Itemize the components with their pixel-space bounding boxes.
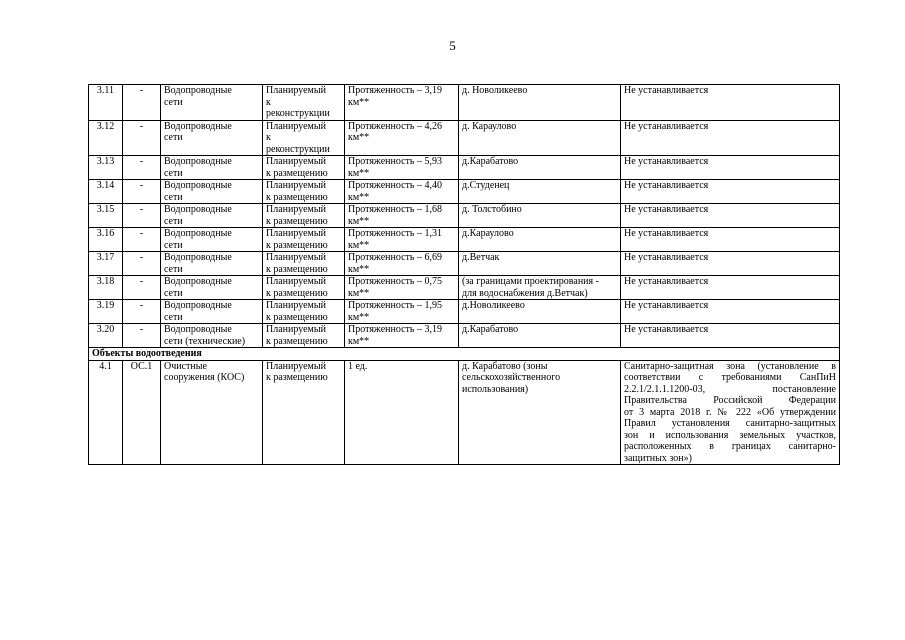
- cell-line: Водопроводные: [164, 120, 232, 132]
- section-title: Объекты водоотведения: [89, 348, 840, 361]
- location-cell: [459, 252, 621, 276]
- table-row: [89, 204, 840, 228]
- parameter-cell: [345, 120, 459, 156]
- table-row: [89, 156, 840, 180]
- cell-line: Протяженность – 4,40: [348, 180, 442, 191]
- status-cell: [263, 324, 345, 348]
- cell-line: Планируемый: [266, 228, 326, 239]
- cell-line: км**: [348, 335, 370, 347]
- parameter-cell: [345, 85, 459, 121]
- row-number-cell: 3.12: [89, 120, 123, 156]
- row-code-cell: -: [123, 204, 161, 228]
- page-number: 5: [449, 38, 456, 53]
- cell-line: Планируемый: [266, 180, 326, 191]
- location-cell: [459, 360, 621, 465]
- cell-line: Водопроводные: [164, 180, 232, 191]
- cell-line: км**: [348, 311, 370, 323]
- cell-line: км**: [348, 132, 370, 143]
- cell-line: к размещению: [266, 167, 328, 179]
- row-number-cell: 3.15: [89, 204, 123, 228]
- row-code-cell: -: [123, 228, 161, 252]
- parameter-cell: [345, 228, 459, 252]
- table-row: [89, 228, 840, 252]
- row-code-cell: ОС.1: [123, 360, 161, 465]
- section-row: [89, 348, 840, 361]
- status-cell: [263, 300, 345, 324]
- zone-text-line: Правительства Российской Федерации: [624, 395, 836, 406]
- row-number-cell: 3.16: [89, 228, 123, 252]
- cell-line: Протяженность – 5,93: [348, 156, 442, 167]
- cell-line: д.Ветчак: [462, 252, 500, 263]
- status-cell: [263, 120, 345, 156]
- row-number-cell: 4.1: [89, 360, 123, 465]
- cell-line: д.Карабатово: [462, 156, 519, 167]
- cell-line: Планируемый: [266, 204, 326, 215]
- zone-cell: Не устанавливается: [621, 276, 840, 300]
- object-name-cell: [161, 156, 263, 180]
- object-name-cell: [161, 180, 263, 204]
- cell-line: Протяженность – 4,26: [348, 120, 442, 132]
- object-name-cell: [161, 300, 263, 324]
- cell-line: Очистные: [164, 360, 207, 372]
- zone-cell: Не устанавливается: [621, 120, 840, 156]
- cell-line: Протяженность – 1,95: [348, 300, 442, 311]
- status-cell: [263, 360, 345, 465]
- cell-line: к: [266, 96, 271, 108]
- row-number-cell: 3.19: [89, 300, 123, 324]
- cell-line: для водоснабжения д.Ветчак): [462, 287, 588, 299]
- cell-line: Водопроводные: [164, 324, 232, 335]
- cell-line: сети: [164, 132, 183, 143]
- cell-line: сети: [164, 167, 183, 179]
- zone-cell: Не устанавливается: [621, 324, 840, 348]
- object-name-cell: [161, 120, 263, 156]
- cell-line: км**: [348, 96, 370, 108]
- object-name-cell: [161, 204, 263, 228]
- cell-line: Водопроводные: [164, 276, 232, 287]
- location-cell: [459, 228, 621, 252]
- status-cell: [263, 204, 345, 228]
- row-code-cell: -: [123, 180, 161, 204]
- cell-line: Планируемый: [266, 276, 326, 287]
- location-cell: [459, 180, 621, 204]
- location-cell: [459, 120, 621, 156]
- object-name-cell: [161, 228, 263, 252]
- cell-line: сооружения (КОС): [164, 372, 245, 383]
- zone-text-line: Правил установления санитарно-защитных: [624, 418, 836, 429]
- cell-line: Протяженность – 1,31: [348, 228, 442, 239]
- cell-line: Водопроводные: [164, 204, 232, 215]
- cell-line: д. Карабатово (зоны: [462, 360, 548, 372]
- cell-line: Водопроводные: [164, 252, 232, 263]
- object-name-cell: [161, 252, 263, 276]
- row-code-cell: -: [123, 120, 161, 156]
- table-row: [89, 324, 840, 348]
- object-name-cell: [161, 324, 263, 348]
- row-code-cell: -: [123, 324, 161, 348]
- cell-line: к размещению: [266, 311, 328, 323]
- cell-line: д.Карабатово: [462, 324, 519, 335]
- cell-line: реконструкции: [266, 108, 330, 119]
- table-row: [89, 252, 840, 276]
- cell-line: сети: [164, 96, 183, 108]
- cell-line: км**: [348, 215, 370, 227]
- parameter-cell: [345, 204, 459, 228]
- status-cell: [263, 228, 345, 252]
- row-code-cell: -: [123, 252, 161, 276]
- cell-line: км**: [348, 263, 370, 275]
- cell-line: км**: [348, 167, 370, 179]
- cell-line: Водопроводные: [164, 228, 232, 239]
- cell-line: Планируемый: [266, 300, 326, 311]
- zone-text-line: зон и использования земельных участков,: [624, 429, 836, 441]
- cell-line: к размещению: [266, 191, 328, 203]
- row-code-cell: -: [123, 156, 161, 180]
- cell-line: Протяженность – 1,68: [348, 204, 442, 215]
- object-name-cell: [161, 85, 263, 121]
- status-cell: [263, 180, 345, 204]
- zone-cell: [621, 360, 840, 465]
- cell-line: к размещению: [266, 239, 328, 251]
- zone-text-line: 2.2.1/2.1.1.1200-03, постановление: [624, 383, 836, 395]
- zone-text-line: Санитарно-защитная зона (установление в: [624, 360, 836, 372]
- table-row: [89, 180, 840, 204]
- cell-line: реконструкции: [266, 143, 330, 155]
- cell-line: сети: [164, 263, 183, 275]
- parameter-cell: [345, 324, 459, 348]
- cell-line: сельскохозяйственного: [462, 372, 561, 383]
- cell-line: д.Караулово: [462, 228, 514, 239]
- table-row: [89, 300, 840, 324]
- cell-line: к размещению: [266, 215, 328, 227]
- cell-line: Планируемый: [266, 156, 326, 167]
- zone-cell: Не устанавливается: [621, 228, 840, 252]
- parameter-cell: [345, 360, 459, 465]
- cell-line: Протяженность – 3,19: [348, 324, 442, 335]
- status-cell: [263, 252, 345, 276]
- cell-line: к размещению: [266, 263, 328, 275]
- row-number-cell: 3.17: [89, 252, 123, 276]
- table-row: [89, 85, 840, 121]
- zone-cell: Не устанавливается: [621, 180, 840, 204]
- cell-line: Планируемый: [266, 120, 326, 132]
- cell-line: сети: [164, 215, 183, 227]
- cell-line: сети (технические): [164, 335, 246, 347]
- location-cell: [459, 324, 621, 348]
- status-cell: [263, 276, 345, 300]
- row-number-cell: 3.18: [89, 276, 123, 300]
- cell-line: км**: [348, 239, 370, 251]
- facilities-table: [88, 84, 840, 465]
- parameter-cell: [345, 252, 459, 276]
- row-code-cell: -: [123, 300, 161, 324]
- zone-text-line: защитных зон»): [624, 452, 692, 464]
- cell-line: Водопроводные: [164, 85, 232, 96]
- cell-line: использования): [462, 383, 529, 395]
- cell-line: д. Караулово: [462, 120, 517, 132]
- zone-cell: Не устанавливается: [621, 252, 840, 276]
- cell-line: д.Студенец: [462, 180, 510, 191]
- row-number-cell: 3.13: [89, 156, 123, 180]
- cell-line: км**: [348, 191, 370, 203]
- status-cell: [263, 85, 345, 121]
- row-code-cell: -: [123, 85, 161, 121]
- zone-text-line: от 3 марта 2018 г. № 222 «Об утверждении: [624, 406, 836, 418]
- status-cell: [263, 156, 345, 180]
- table-row: [89, 360, 840, 465]
- cell-line: Водопроводные: [164, 300, 232, 311]
- location-cell: [459, 276, 621, 300]
- cell-line: сети: [164, 287, 183, 299]
- location-cell: [459, 204, 621, 228]
- cell-line: д. Толстобино: [462, 204, 522, 215]
- parameter-cell: [345, 276, 459, 300]
- cell-line: сети: [164, 239, 183, 251]
- location-cell: [459, 300, 621, 324]
- zone-cell: Не устанавливается: [621, 85, 840, 121]
- parameter-cell: [345, 180, 459, 204]
- cell-line: д.Новоликеево: [462, 300, 525, 311]
- cell-line: сети: [164, 191, 183, 203]
- zone-cell: Не устанавливается: [621, 156, 840, 180]
- table-row: [89, 120, 840, 156]
- object-name-cell: [161, 276, 263, 300]
- row-number-cell: 3.11: [89, 85, 123, 121]
- location-cell: [459, 85, 621, 121]
- cell-line: км**: [348, 287, 370, 299]
- table-row: [89, 276, 840, 300]
- cell-line: (за границами проектирования -: [462, 276, 599, 287]
- cell-line: Протяженность – 3,19: [348, 85, 442, 96]
- row-number-cell: 3.14: [89, 180, 123, 204]
- cell-line: к размещению: [266, 335, 328, 347]
- cell-line: Протяженность – 6,69: [348, 252, 442, 263]
- row-number-cell: 3.20: [89, 324, 123, 348]
- cell-line: Планируемый: [266, 360, 326, 372]
- cell-line: д. Новоликеево: [462, 85, 528, 96]
- cell-line: к размещению: [266, 287, 328, 299]
- cell-line: Протяженность – 0,75: [348, 276, 442, 287]
- parameter-cell: [345, 300, 459, 324]
- zone-text-line: расположенных в границах санитарно-: [624, 441, 836, 452]
- zone-text-line: соответствии с требованиями СанПиН: [624, 372, 836, 383]
- cell-line: сети: [164, 311, 183, 323]
- cell-line: Планируемый: [266, 85, 326, 96]
- row-code-cell: -: [123, 276, 161, 300]
- cell-line: 1 ед.: [348, 360, 368, 372]
- zone-cell: Не устанавливается: [621, 204, 840, 228]
- location-cell: [459, 156, 621, 180]
- cell-line: к размещению: [266, 372, 328, 383]
- zone-cell: Не устанавливается: [621, 300, 840, 324]
- cell-line: Водопроводные: [164, 156, 232, 167]
- cell-line: Планируемый: [266, 252, 326, 263]
- parameter-cell: [345, 156, 459, 180]
- object-name-cell: [161, 360, 263, 465]
- cell-line: к: [266, 132, 271, 143]
- cell-line: Планируемый: [266, 324, 326, 335]
